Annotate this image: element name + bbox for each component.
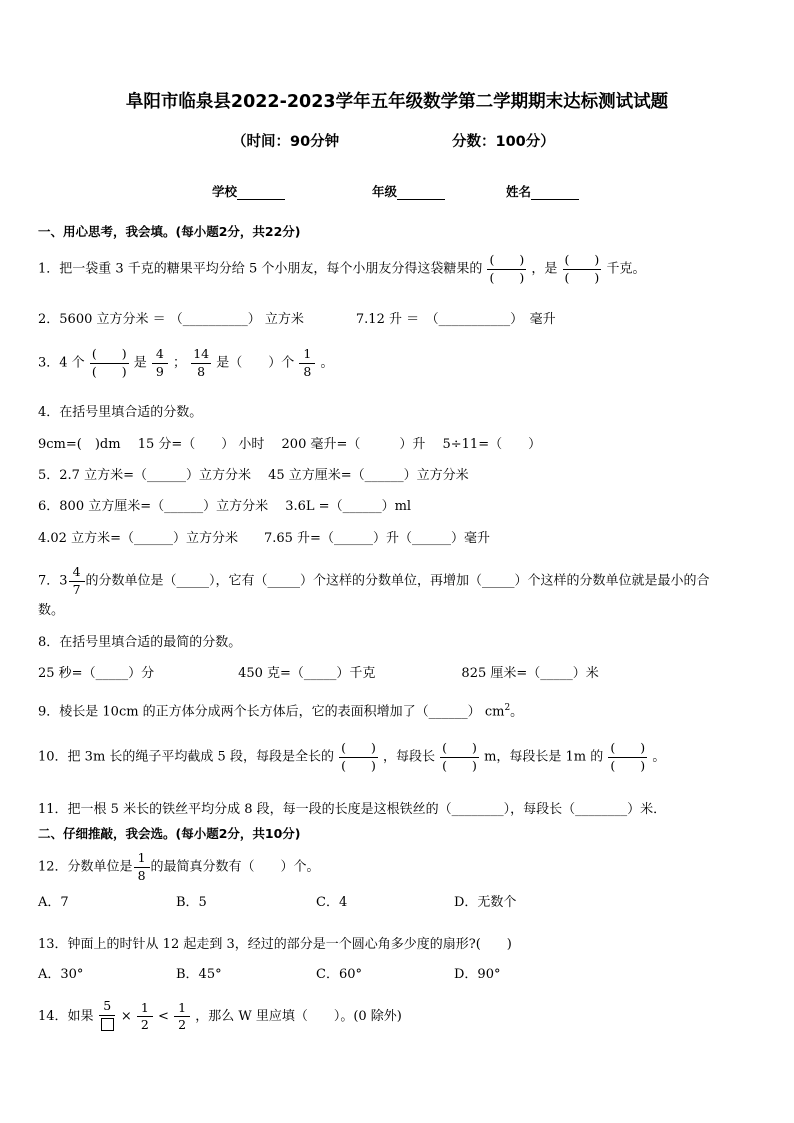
option-a[interactable]: A．7	[38, 895, 69, 910]
answer-fraction[interactable]: $\frac{( )}{( )}$	[610, 740, 646, 773]
name-field[interactable]: 姓名	[506, 182, 579, 200]
question-6-continued: 4.02 立方米=（______）立方分米 7.65 升=（______）升（______）毫升	[38, 531, 490, 546]
option-b[interactable]: B．5	[176, 895, 207, 910]
option-d[interactable]: D．90°	[454, 967, 501, 982]
answer-fraction[interactable]: $\frac{( )}{( )}$	[91, 346, 127, 379]
question-12: 12．分数单位是 $\frac{1}{8}$ 的最简真分数有（ ）个。	[38, 850, 320, 883]
answer-fraction[interactable]: $\frac{( )}{( )}$	[442, 740, 477, 773]
question-10: 10．把 3m 长的绳子平均截成 5 段，每段是全长的 $\frac{( )}{( )}$ ，每段长 $\frac{( )}{( )}$ m，每段长是 1m 的 $\frac{( )}{( )}$ 。	[38, 740, 666, 773]
option-c[interactable]: C．60°	[316, 967, 362, 982]
question-1: 1．把一袋重 3 千克的糖果平均分给 5 个小朋友，每个小朋友分得这袋糖果的 $\frac{( )}{( )}$ ，是 $\frac{( )}{( )}$ 千克。	[38, 252, 646, 285]
question-8-items: 25 秒=（_____）分 450 克=（_____）千克 825 厘米=（_____）米	[38, 666, 599, 681]
question-11: 11．把一根 5 米长的铁丝平均分成 8 段，每一段的长度是这根铁丝的（________），每段长（________）米．	[38, 802, 667, 817]
question-7-continued: 数。	[38, 603, 65, 618]
exam-title: 阜阳市临泉县2022-2023学年五年级数学第二学期期末达标测试试题	[125, 92, 669, 112]
option-c[interactable]: C．4	[316, 895, 348, 910]
question-8: 8．在括号里填合适的最简的分数。	[38, 635, 242, 650]
question-13: 13．钟面上的时针从 12 起走到 3，经过的部分是一个圆心角多少度的扇形?( )	[38, 937, 512, 952]
answer-fraction[interactable]: $\frac{( )}{( )}$	[341, 740, 376, 773]
question-4: 4．在括号里填合适的分数。	[38, 405, 203, 420]
blank-square[interactable]	[101, 1018, 114, 1031]
section-heading-fill: 一、用心思考，我会填。(每小题2分，共22分)	[38, 224, 301, 239]
question-9: 9．棱长是 10cm 的正方体分成两个长方体后，它的表面积增加了（______） $cm^2$。	[38, 703, 524, 720]
question-13-options	[38, 968, 500, 981]
question-6: 6．800 立方厘米=（______）立方分米 3.6L =（______）ml	[38, 499, 412, 514]
answer-fraction[interactable]: $\frac{( )}{( )}$	[564, 252, 600, 285]
question-3: 3．4 个 $\frac{( )}{( )}$ 是 $\frac{4}{9}$ ； $\frac{14}{8}$ 是（ ）个 $\frac{1}{8}$ 。	[38, 346, 334, 379]
question-4-items: 9cm=( )dm 15 分=（ ） 小时 200 毫升=（ ）升 5÷11=（ ）	[38, 437, 542, 452]
exam-time: （时间：90分钟	[232, 134, 340, 150]
answer-fraction[interactable]: $\frac{( )}{( )}$	[489, 252, 525, 285]
option-a[interactable]: A．30°	[38, 967, 84, 982]
grade-field[interactable]: 年级	[372, 182, 445, 200]
question-12-options	[38, 896, 516, 909]
question-5: 5．2.7 立方米=（______）立方分米 45 立方厘米=（______）立方分米	[38, 468, 469, 483]
question-14: 14．如果 5 × $\frac{1}{2}$ < $\frac{1}{2}$ ，那么 W 里应填（ ）。(0 除外)	[38, 998, 402, 1032]
question-2: 2．5600 立方分米 ＝ （__________） 立方米 7.12 升 ＝ （___________） 毫升	[38, 312, 556, 327]
exam-score: 分数：100分）	[452, 134, 555, 150]
section-heading-choice: 二、仔细推敲，我会选。(每小题2分，共10分)	[38, 826, 301, 841]
option-b[interactable]: B．45°	[176, 967, 222, 982]
school-field[interactable]: 学校	[212, 182, 285, 200]
question-7: 7．3 $\frac{4}{7}$ 的分数单位是（_____），它有（_____）个这样的分数单位，再增加（_____）个这样的分数单位就是最小的合	[38, 564, 710, 597]
option-d[interactable]: D．无数个	[454, 895, 517, 910]
